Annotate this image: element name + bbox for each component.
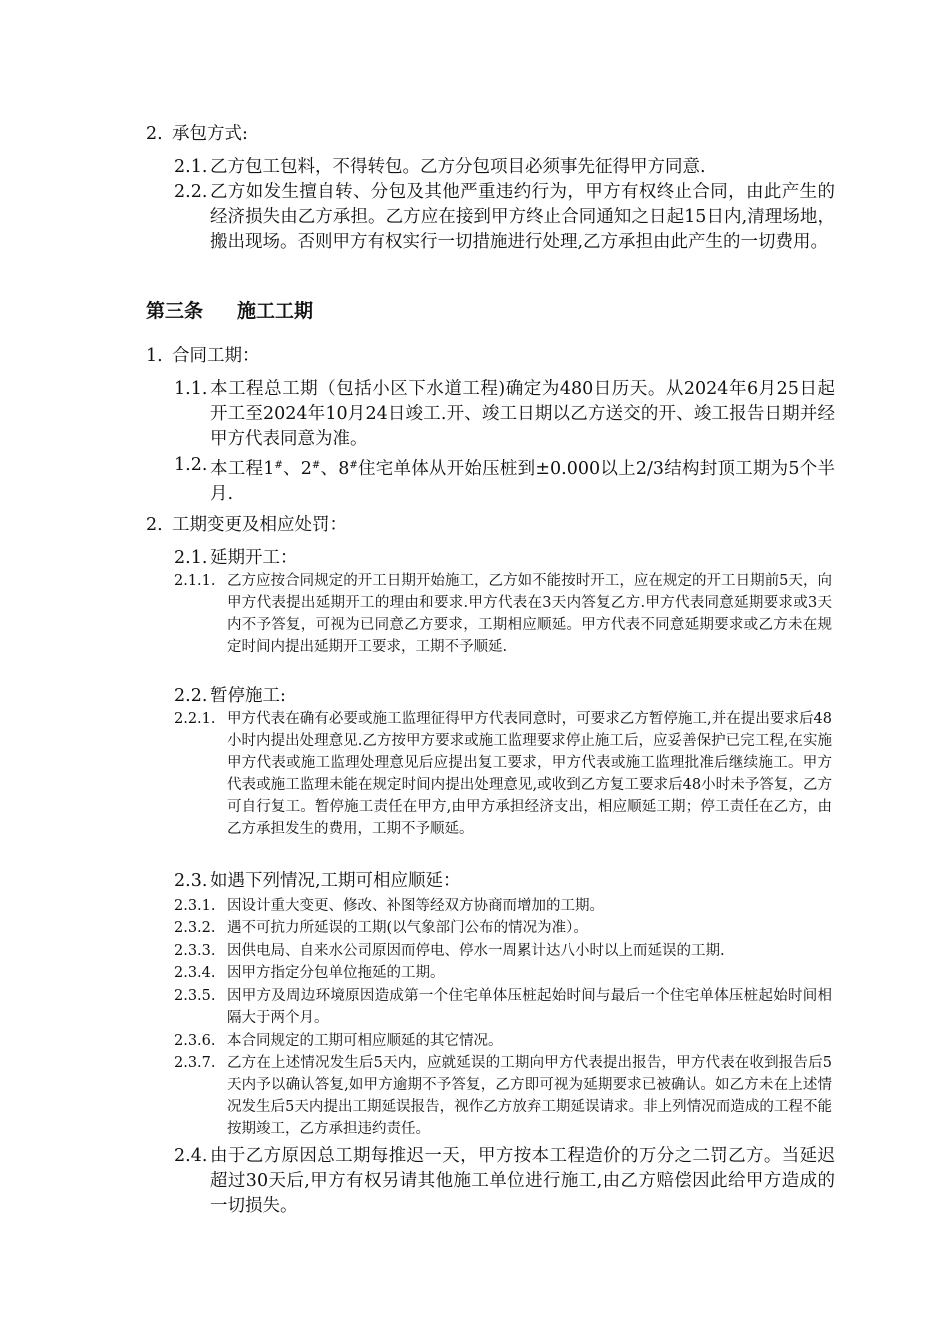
clause-text: 乙方包工包料，不得转包。乙方分包项目必须事先征得甲方同意. [210, 157, 706, 177]
article-label: 第三条 [146, 300, 204, 322]
clause-text: 本合同规定的工期可相应顺延的其它情况。 [227, 1033, 503, 1049]
list-number: 2.1.1. [174, 573, 216, 589]
clause-text: 由于乙方原因总工期每推迟一天，甲方按本工程造价的万分之二罚乙方。当延迟超过30天后,甲方有权另请其他施工单位进行施工,由乙方赔偿因此给甲方造成的一切损失。 [210, 1146, 835, 1216]
list-number: 2.3.4. [174, 965, 216, 981]
article-title: 施工工期 [237, 300, 314, 322]
list-number: 2.3.2. [174, 920, 216, 936]
list-number: 2.3. [174, 871, 208, 891]
clause-text: 甲方代表在确有必要或施工监理征得甲方代表同意时，可要求乙方暂停施工,并在提出要求后48小时内提出处理意见.乙方按甲方要求或施工监理要求停止施工后，应妥善保护已完工程,在实施甲方代表或施工监理处理意见后应提出复工要求，甲方代表或施工监理批准后继续施工。甲方代表或施工监理未能在规定时间内提出处理意见,或收到乙方复工要求后48小时未予答复，乙方可自行复工。暂停施工责任在甲方,由甲方承担经济支出，相应顺延工期；停工责任在乙方，由乙方承担发生的费用，工期不予顺延。 [227, 711, 832, 837]
list-number: 2.3.5. [174, 988, 216, 1004]
clause-title: 如遇下列情况,工期可相应顺延： [210, 871, 461, 891]
section-title: 合同工期： [172, 346, 260, 366]
clause-text: 乙方应按合同规定的开工日期开始施工，乙方如不能按时开工，应在规定的开工日期前5天，向甲方代表提出延期开工的理由和要求.甲方代表在3天内答复乙方.甲方代表同意延期要求或3天内不予答复，可视为已同意乙方要求，工期相应顺延。甲方代表不同意延期要求或乙方未在规定时间内提出延期开工要求，工期不予顺延. [227, 573, 832, 655]
section-title: 承包方式: [172, 124, 248, 144]
clause-text: 本工程总工期（包括小区下水道工程)确定为480日历天。从2024年6月25日起开工至2024年10月24日竣工.开、竣工日期以乙方送交的开、竣工报告日期并经甲方代表同意为准。 [210, 379, 835, 449]
clause-text: 遇不可抗力所延误的工期(以气象部门公布的情况为准）。 [227, 920, 588, 936]
clause-title: 暂停施工: [210, 686, 286, 706]
list-number: 2.2.1. [174, 711, 216, 727]
list-number: 1.2. [174, 455, 208, 475]
list-number: 2.3.3. [174, 943, 216, 959]
list-number: 2. [146, 124, 163, 144]
clause-text: 因甲方及周边环境原因造成第一个住宅单体压桩起始时间与最后一个住宅单体压桩起始时间相隔大于两个月。 [227, 988, 832, 1026]
clause-text: 乙方在上述情况发生后5天内，应就延误的工期向甲方代表提出报告，甲方代表在收到报告后5天内予以确认答复,如甲方逾期不予答复，乙方即可视为延期要求已被确认。如乙方未在上述情况发生后5天内提出工期延误报告，视作乙方放弃工期延误请求。非上列情况而造成的工程不能按期竣工，乙方承担违约责任。 [227, 1055, 832, 1137]
clause-title: 延期开工： [210, 548, 298, 568]
list-number: 2.3.7. [174, 1055, 216, 1071]
list-number: 2.2. [174, 686, 208, 706]
section-title: 工期变更及相应处罚： [172, 515, 347, 535]
list-number: 2.4. [174, 1146, 208, 1166]
list-number: 2.1. [174, 548, 208, 568]
clause-text: 本工程1#、2#、8#住宅单体从开始压桩到±0.000以上2/3结构封顶工期为5个半月. [210, 459, 835, 504]
list-number: 1.1. [174, 379, 208, 399]
article-heading [146, 296, 313, 323]
list-number: 2.1. [174, 157, 208, 177]
clause-text: 因甲方指定分包单位拖延的工期。 [227, 965, 445, 981]
list-number: 2.2. [174, 182, 208, 202]
list-number: 2. [146, 515, 163, 535]
list-number: 2.3.6. [174, 1033, 216, 1049]
clause-text: 乙方如发生擅自转、分包及其他严重违约行为，甲方有权终止合同，由此产生的经济损失由乙方承担。乙方应在接到甲方终止合同通知之日起15日内,清理场地，搬出现场。否则甲方有权实行一切措施进行处理,乙方承担由此产生的一切费用。 [210, 182, 835, 252]
clause-text: 因供电局、自来水公司原因而停电、停水一周累计达八小时以上而延误的工期. [227, 943, 725, 959]
clause-text: 因设计重大变更、修改、补图等经双方协商而增加的工期。 [227, 898, 604, 914]
list-number: 1. [146, 346, 163, 366]
list-number: 2.3.1. [174, 898, 216, 914]
